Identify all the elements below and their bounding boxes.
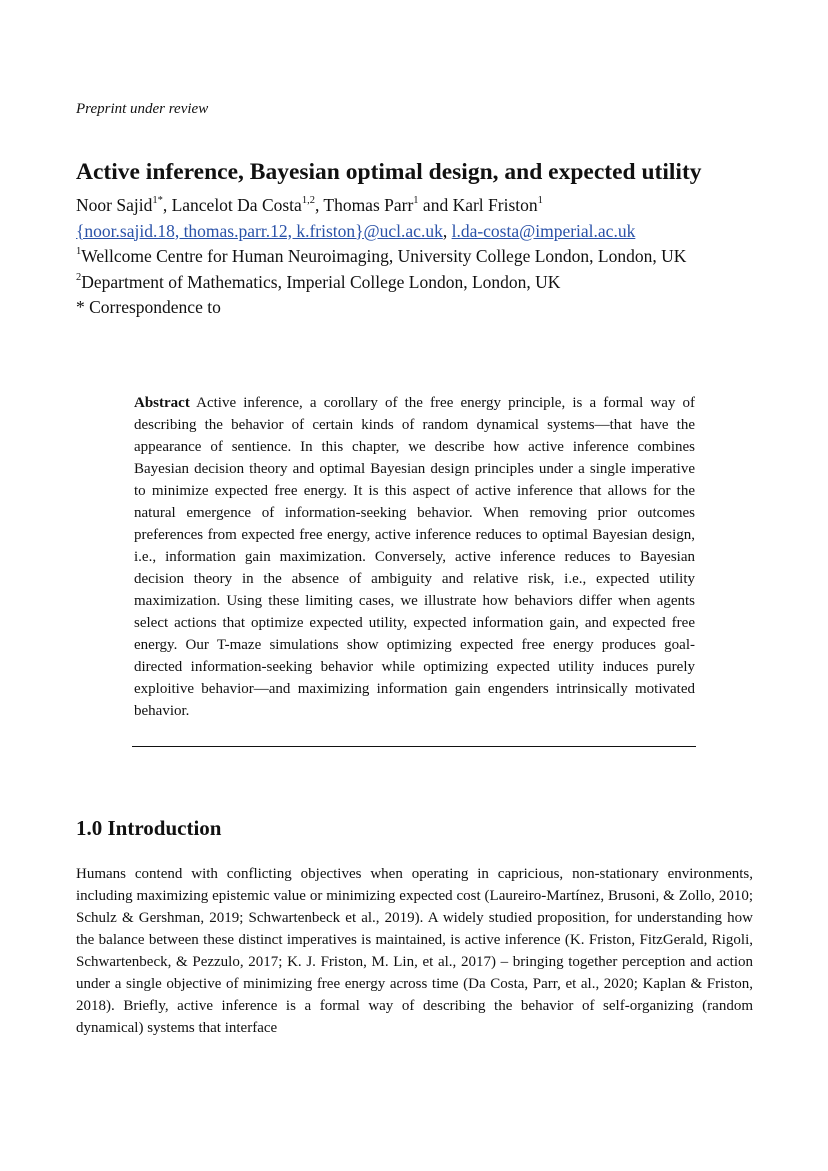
author-separator: and xyxy=(418,195,453,215)
affiliation-1 xyxy=(76,244,766,270)
affiliation-mark: 1 xyxy=(76,246,82,258)
affiliation-text: Department of Mathematics, Imperial College London, London, UK xyxy=(81,271,561,292)
running-head: Preprint under review xyxy=(76,101,209,117)
paper-title: Active inference, Bayesian optimal design, and expected utility xyxy=(76,159,702,185)
affiliation-text: Wellcome Centre for Human Neuroimaging, University College London, London, UK xyxy=(81,246,687,266)
affiliation-2 xyxy=(76,270,766,296)
author-name: Thomas Parr xyxy=(323,195,414,215)
author-affiliation-mark: 1* xyxy=(152,195,163,207)
section-heading-introduction: 1.0 Introduction xyxy=(76,816,222,840)
author-name: Lancelot Da Costa xyxy=(171,195,302,215)
author-name: Karl Friston xyxy=(452,195,538,215)
abstract-block xyxy=(134,392,695,722)
author-separator: , xyxy=(314,195,324,215)
author-separator: , xyxy=(162,195,172,215)
author-list xyxy=(76,193,766,219)
abstract-paragraph xyxy=(134,392,695,722)
email-separator: , xyxy=(442,220,452,241)
email-link-ucl[interactable]: {noor.sajid.18, thomas.parr.12, k.friston}@ucl.ac.uk xyxy=(76,220,443,241)
abstract-divider xyxy=(132,746,696,747)
author-block xyxy=(76,193,766,321)
introduction-body xyxy=(76,863,753,1039)
author-affiliation-mark: 1,2 xyxy=(301,195,315,207)
author-affiliation-mark: 1 xyxy=(413,195,419,207)
author-emails xyxy=(76,219,766,245)
abstract-text: Active inference, a corollary of the free energy principle, is a formal way of describing the behavior of certain kinds of random dynamical systems—that have the appearance of sentience. In this chapter, we describe how active inference combines Bayesian decision theory and optimal Bayesian design principles under a single imperative to minimize expected free energy. It is this aspect of active inference that allows for the natural emergence of information-seeking behavior. When removing prior outcomes preferences from expected free energy, active inference reduces to optimal Bayesian design, i.e., information gain maximization. Conversely, active inference reduces to Bayesian decision theory in the absence of ambiguity and relative risk, i.e., expected utility maximization. Using these limiting cases, we illustrate how behaviors differ when agents select actions that optimize expected utility, expected information gain, and expected free energy. Our T-maze simulations show optimizing expected free energy produces goal-directed information-seeking behavior while optimizing expected utility induces purely exploitive behavior—and maximizing information gain engenders intrinsically motivated behavior. xyxy=(134,395,695,719)
email-link-imperial[interactable]: l.da-costa@imperial.ac.uk xyxy=(451,220,636,241)
affiliation-mark: 2 xyxy=(76,271,82,283)
correspondence-note: * Correspondence to xyxy=(76,297,221,317)
author-name: Noor Sajid xyxy=(76,195,153,215)
author-affiliation-mark: 1 xyxy=(537,195,543,207)
abstract-label: Abstract xyxy=(134,395,190,411)
introduction-paragraph: Humans contend with conflicting objectives when operating in capricious, non-stationary environments, including maximizing epistemic value or minimizing expected cost (Laureiro-Martínez, Brusoni, & Zollo, 2010; Schulz & Gershman, 2019; Schwartenbeck et al., 2019). A widely studied proposition, for understanding how the balance between these distinct imperatives is maintained, is active inference (K. Friston, FitzGerald, Rigoli, Schwartenbeck, & Pezzulo, 2017; K. J. Friston, M. Lin, et al., 2017) – bringing together perception and action under a single objective of minimizing free energy across time (Da Costa, Parr, et al., 2020; Kaplan & Friston, 2018). Briefly, active inference is a formal way of describing the behavior of self-organizing (random dynamical) systems that interface xyxy=(76,866,753,1036)
